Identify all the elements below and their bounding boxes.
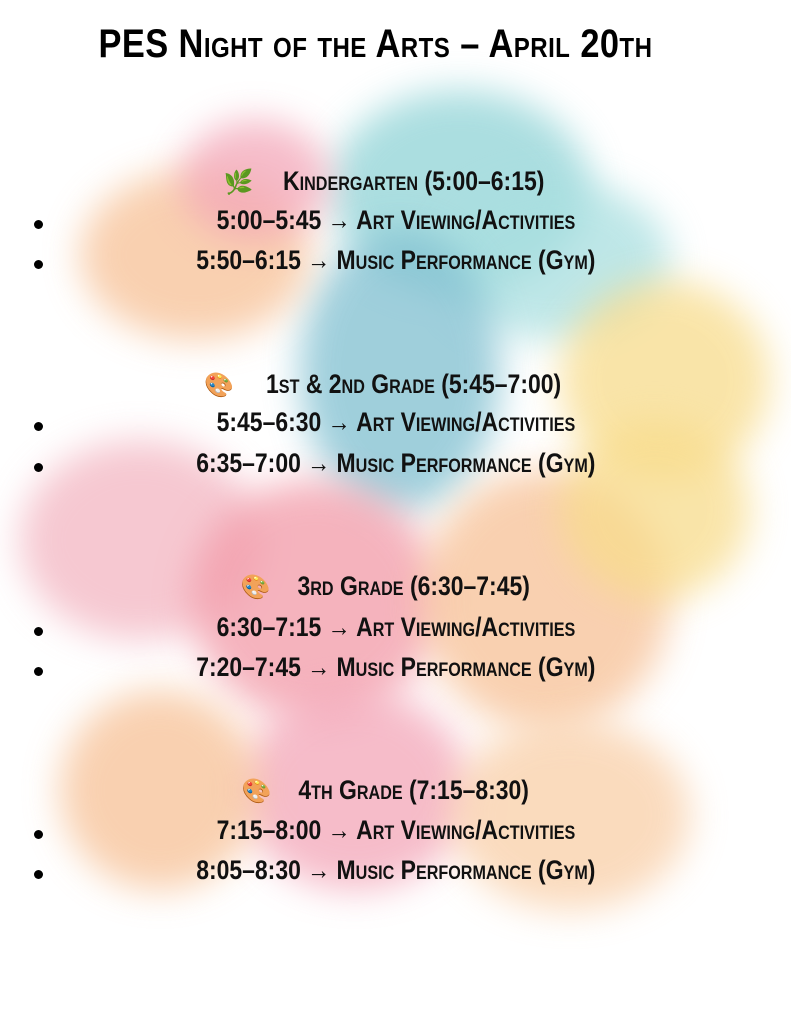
schedule-item-text: 5:45–6:30 → Art Viewing/Activities [216,407,575,437]
section-heading-text: 1st & 2nd Grade (5:45–7:00) [265,369,561,399]
plant-icon: 🌿 [223,169,254,196]
section-heading-text: 4th Grade (7:15–8:30) [298,775,529,805]
schedule-item-text: 8:05–8:30 → Music Performance (Gym) [195,855,596,885]
schedule-item-text: 5:00–5:45 → Art Viewing/Activities [216,205,575,235]
schedule-item [0,612,791,643]
schedule-item [0,205,791,236]
schedule-item [0,407,791,438]
schedule-item [0,815,791,846]
schedule-item-text: 6:30–7:15 → Art Viewing/Activities [216,612,575,642]
schedule-item-text: 6:35–7:00 → Music Performance (Gym) [195,448,596,478]
section-heading [0,775,791,806]
section-heading [0,571,791,602]
schedule-item [0,245,791,276]
section-heading [0,369,791,400]
page-title: PES Night of the Arts – April 20th [98,22,653,66]
schedule-item [0,855,791,886]
palette-icon: 🎨 [203,372,234,399]
section-heading [0,166,791,197]
schedule-item-text: 5:50–6:15 → Music Performance (Gym) [195,245,596,275]
schedule-item [0,652,791,683]
schedule-item-text: 7:20–7:45 → Music Performance (Gym) [195,652,596,682]
section-heading-text: 3rd Grade (6:30–7:45) [297,571,530,601]
palette-icon: 🎨 [240,574,271,601]
schedule-item [0,448,791,479]
schedule-item-text: 7:15–8:00 → Art Viewing/Activities [216,815,575,845]
section-heading-text: Kindergarten (5:00–6:15) [282,166,545,196]
palette-icon: 🎨 [241,778,272,805]
